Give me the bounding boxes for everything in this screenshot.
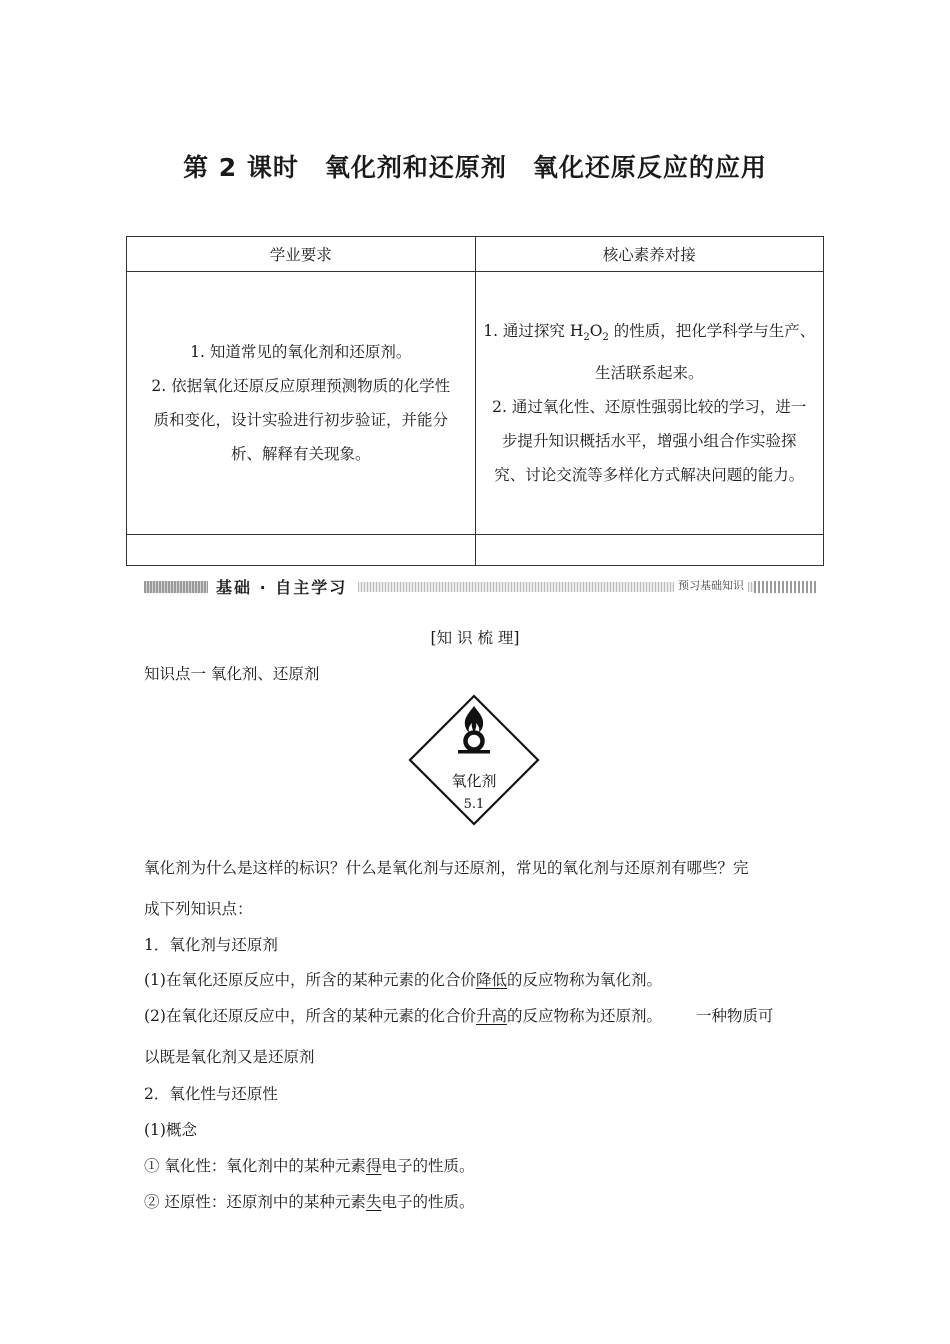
keyword-gain: 得 (365, 1157, 382, 1175)
section-tag: 预习基础知识 (674, 577, 748, 593)
requirement-line: 质和变化，设计实验进行初步验证，并能分 (153, 411, 448, 429)
banner-stripe-right (754, 581, 816, 593)
concept-subheading: (1)概念 (144, 1121, 197, 1139)
hazard-class-number: 5.1 (463, 797, 485, 812)
knowledge-point-title: 知识点一 氧化剂、还原剂 (144, 665, 320, 683)
requirements-table (126, 236, 824, 566)
intro-line-2: 成下列知识点： (144, 900, 253, 918)
reductant-definition: (2)在氧化还原反应中，所含的某种元素的化合价升高的反应物称为还原剂。 一种物质可 (144, 1007, 774, 1025)
keyword-decrease: 降低 (475, 971, 507, 989)
table-content-row (127, 272, 824, 535)
col-header-requirements: 学业要求 (127, 237, 476, 272)
page-title (0, 148, 950, 184)
reductant-definition-continued: 以既是氧化剂又是还原剂 (144, 1048, 315, 1066)
oxidizing-property: ① 氧化性：氧化剂中的某种元素得电子的性质。 (144, 1157, 475, 1175)
col-header-literacy: 核心素养对接 (475, 237, 824, 272)
note-tail: 一种物质可 (696, 1007, 774, 1025)
literacy-line: 2. 通过氧化性、还原性强弱比较的学习，进一 (492, 397, 807, 416)
knowledge-heading: [知 识 梳 理] (430, 629, 520, 647)
banner-stripe-left (144, 581, 208, 593)
title-application: 氧化还原反应的应用 (532, 153, 767, 182)
reducing-property: ② 还原性：还原剂中的某种元素失电子的性质。 (144, 1193, 475, 1211)
table-header-row (127, 237, 824, 272)
section-2-title: 2．氧化性与还原性 (144, 1085, 278, 1103)
title-lesson: 第 2 课时 (183, 153, 299, 182)
title-topic: 氧化剂和还原剂 (324, 153, 507, 182)
literacy-cell (475, 272, 824, 535)
literacy-line: 究、讨论交流等多样化方式解决问题的能力。 (494, 465, 805, 484)
keyword-increase: 升高 (475, 1007, 507, 1025)
literacy-line: 1. 通过探究 $H_2O_2$ 的性质，把化学科学与生产、 (483, 322, 816, 344)
section-banner (144, 578, 816, 597)
requirement-line: 析、解释有关现象。 (230, 445, 371, 463)
oxidizer-hazard-sign (408, 694, 540, 826)
literacy-line: 生活联系起来。 (594, 363, 704, 382)
empty-cell (127, 535, 476, 566)
section-1-title: 1．氧化剂与还原剂 (144, 936, 278, 954)
requirement-line: 2. 依据氧化还原反应原理预测物质的化学性 (151, 377, 451, 395)
oxidant-definition: (1)在氧化还原反应中，所含的某种元素的化合价降低的反应物称为氧化剂。 (144, 971, 662, 989)
empty-cell (475, 535, 824, 566)
intro-line-1: 氧化剂为什么是这样的标识？什么是氧化剂与还原剂，常见的氧化剂与还原剂有哪些？完 (144, 859, 749, 877)
table-empty-row (127, 535, 824, 566)
requirement-line: 1. 知道常见的氧化剂和还原剂。 (190, 343, 412, 361)
keyword-lose: 失 (365, 1193, 382, 1211)
section-heading: 基础 · 自主学习 (216, 578, 348, 597)
literacy-line: 步提升知识概括水平，增强小组合作实验探 (501, 431, 797, 450)
requirements-cell (127, 272, 476, 535)
hazard-label: 氧化剂 (451, 772, 497, 790)
